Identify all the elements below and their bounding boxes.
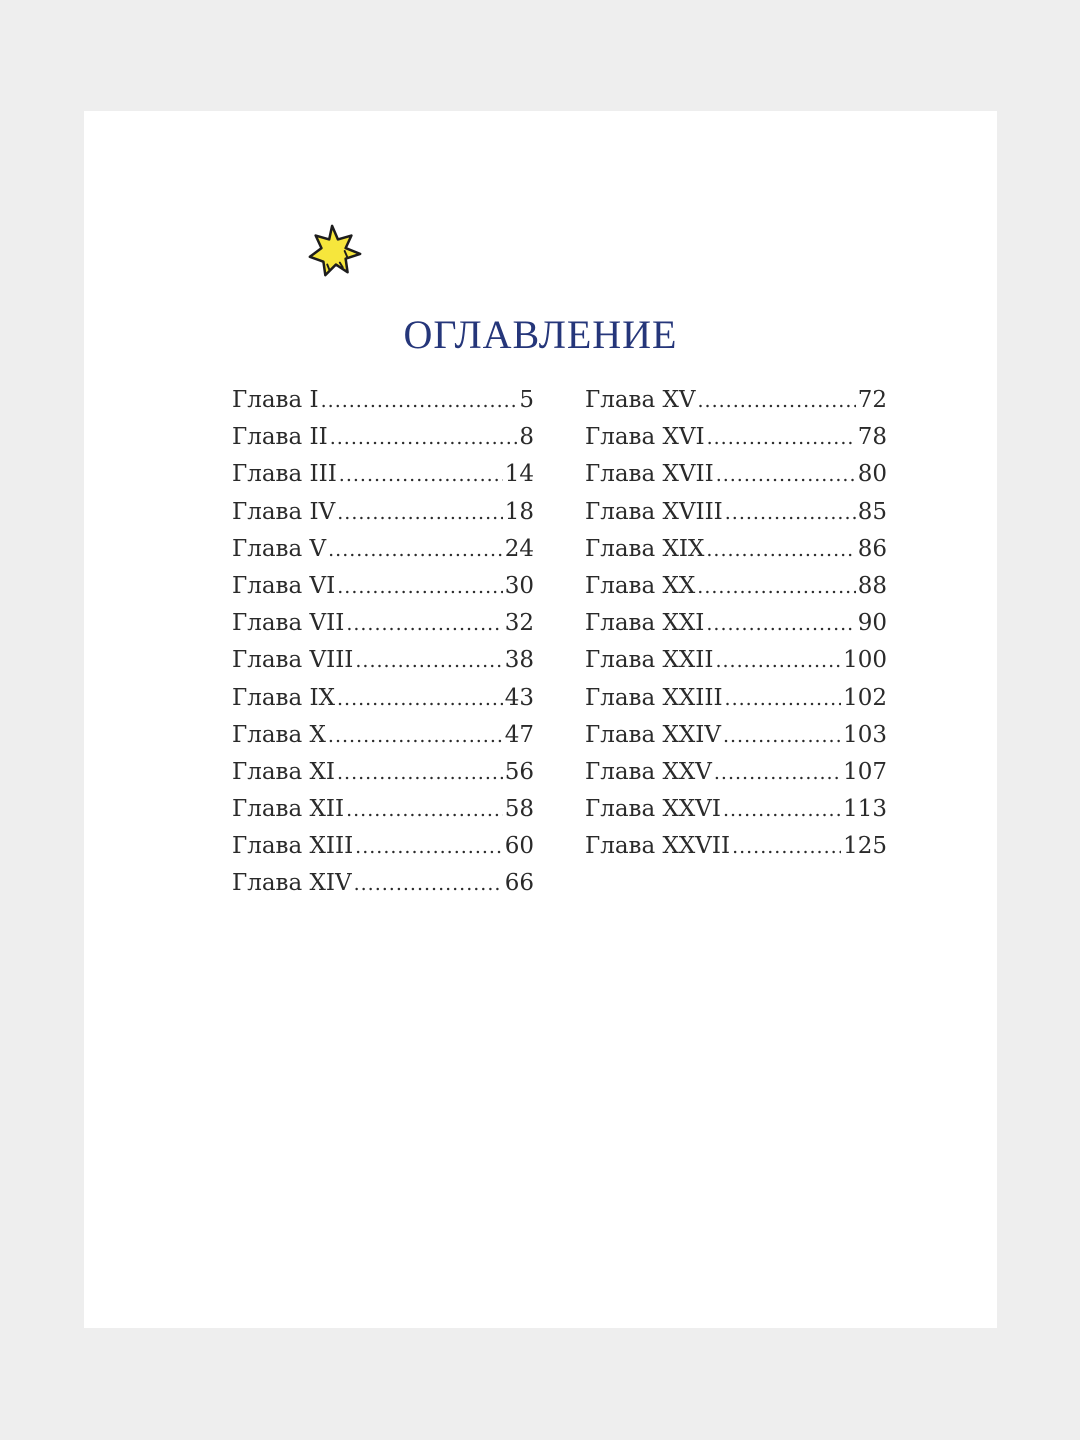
toc-entry — [585, 461, 887, 498]
page-number: 100 — [843, 647, 887, 674]
page-number: 8 — [519, 424, 534, 451]
chapter-label: Глава XVII — [585, 461, 714, 488]
dot-leader — [330, 427, 518, 449]
page-number: 18 — [504, 498, 534, 525]
chapter-label: Глава I — [232, 387, 319, 413]
dot-leader — [337, 688, 503, 710]
page-number: 47 — [504, 721, 534, 748]
chapter-label: Глава IX — [232, 684, 335, 711]
dot-leader — [355, 836, 503, 858]
chapter-label: Глава XI — [232, 758, 335, 785]
page-number: 72 — [857, 387, 887, 413]
dot-leader — [698, 390, 856, 412]
page-number: 14 — [504, 461, 534, 488]
toc-entry — [232, 536, 534, 573]
page-number: 85 — [857, 498, 887, 525]
chapter-label: Глава XIX — [585, 535, 705, 562]
chapter-label: Глава VIII — [232, 647, 354, 674]
toc-entry — [232, 796, 534, 833]
book-page — [84, 111, 997, 1328]
dot-leader — [354, 873, 503, 895]
page-number: 32 — [504, 610, 534, 637]
toc-entry — [585, 722, 887, 759]
page-number: 103 — [843, 721, 887, 748]
chapter-label: Глава VI — [232, 572, 336, 599]
page-number: 38 — [504, 647, 534, 674]
toc-entry — [232, 573, 534, 610]
toc-left-column — [232, 387, 534, 908]
star-icon — [306, 222, 364, 280]
chapter-label: Глава XV — [585, 387, 696, 413]
chapter-label: Глава IV — [232, 498, 336, 525]
chapter-label: Глава XII — [232, 796, 345, 823]
page-number: 24 — [504, 535, 534, 562]
toc-entry — [585, 685, 887, 722]
toc-entry — [232, 387, 534, 424]
toc-entry — [585, 759, 887, 796]
page-number: 80 — [857, 461, 887, 488]
page-title: ОГЛАВЛЕНИЕ — [403, 312, 678, 357]
toc-entry — [232, 685, 534, 722]
toc-entry — [585, 610, 887, 647]
page-number: 88 — [857, 572, 887, 599]
toc-entry — [232, 424, 534, 461]
dot-leader — [725, 502, 856, 524]
toc-entry — [585, 833, 887, 870]
dot-leader — [725, 688, 842, 710]
chapter-label: Глава XXIV — [585, 721, 721, 748]
page-number: 78 — [857, 424, 887, 451]
dot-leader — [707, 427, 856, 449]
toc-entry — [232, 461, 534, 498]
dot-leader — [328, 539, 503, 561]
chapter-label: Глава X — [232, 721, 326, 748]
chapter-label: Глава XXIII — [585, 684, 723, 711]
chapter-label: Глава XXV — [585, 758, 712, 785]
chapter-label: Глава XIII — [232, 833, 354, 860]
dot-leader — [337, 762, 503, 784]
chapter-label: Глава XXII — [585, 647, 714, 674]
page-number: 125 — [843, 833, 887, 860]
page-number: 102 — [843, 684, 887, 711]
toc-entry — [585, 499, 887, 536]
toc-entry — [585, 573, 887, 610]
chapter-label: Глава XXI — [585, 610, 705, 637]
toc-entry — [232, 759, 534, 796]
page-number: 66 — [504, 870, 534, 897]
page-number: 58 — [504, 796, 534, 823]
chapter-label: Глава XXVII — [585, 833, 731, 860]
dot-leader — [697, 576, 855, 598]
dot-leader — [732, 836, 841, 858]
toc-entry — [585, 796, 887, 833]
toc-entry — [585, 647, 887, 684]
dot-leader — [328, 725, 503, 747]
toc-entry — [232, 610, 534, 647]
toc-entry — [585, 424, 887, 461]
dot-leader — [706, 613, 855, 635]
page-number: 30 — [504, 572, 534, 599]
dot-leader — [321, 390, 518, 412]
page-number: 86 — [857, 535, 887, 562]
dot-leader — [715, 650, 841, 672]
page-number: 43 — [504, 684, 534, 711]
page-number: 5 — [519, 387, 534, 413]
toc-entry — [232, 499, 534, 536]
toc-entry — [232, 722, 534, 759]
chapter-label: Глава VII — [232, 610, 345, 637]
chapter-label: Глава XVIII — [585, 498, 723, 525]
dot-leader — [337, 576, 502, 598]
dot-leader — [355, 650, 502, 672]
dot-leader — [714, 762, 841, 784]
dot-leader — [723, 725, 841, 747]
chapter-label: Глава XXVI — [585, 796, 721, 823]
toc-entry — [585, 536, 887, 573]
chapter-label: Глава XVI — [585, 424, 705, 451]
dot-leader — [337, 502, 502, 524]
toc-entry — [232, 833, 534, 870]
toc-entry — [232, 647, 534, 684]
page-number: 107 — [843, 758, 887, 785]
toc-entry — [232, 870, 534, 907]
toc-right-column — [585, 387, 887, 870]
dot-leader — [346, 613, 502, 635]
dot-leader — [706, 539, 855, 561]
page-number: 56 — [504, 758, 534, 785]
toc-entry — [585, 387, 887, 424]
chapter-label: Глава XIV — [232, 870, 352, 897]
page-number: 113 — [843, 796, 887, 823]
page-number: 60 — [504, 833, 534, 860]
page-number: 90 — [857, 610, 887, 637]
chapter-label: Глава V — [232, 535, 327, 562]
chapter-label: Глава III — [232, 461, 337, 488]
chapter-label: Глава II — [232, 424, 328, 451]
chapter-label: Глава XX — [585, 572, 696, 599]
dot-leader — [716, 464, 856, 486]
dot-leader — [346, 799, 503, 821]
dot-leader — [339, 464, 503, 486]
dot-leader — [723, 799, 841, 821]
